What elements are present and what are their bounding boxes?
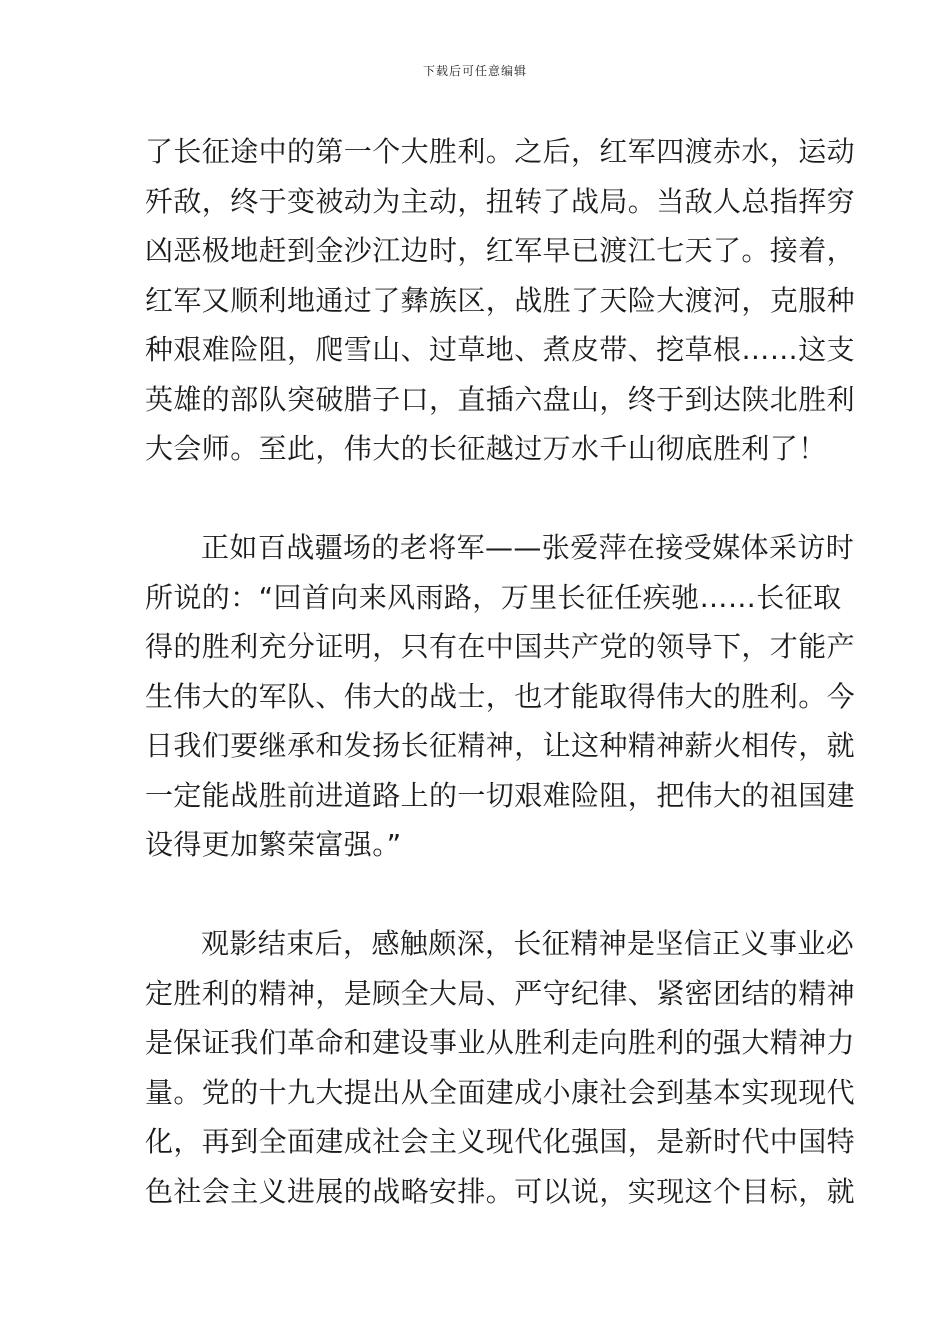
text-line: 观影结束后，感触颇深，长征精神是坚信正义事业必: [201, 927, 855, 960]
text-line: 日我们要继承和发扬长征精神，让这种精神薪火相传，就: [145, 729, 856, 762]
text-line: 种艰难险阻，爬雪山、过草地、煮皮带、挖草根……这支: [145, 333, 856, 366]
text-line: 所说的：“回首向来风雨路，万里长征任疾驰……长征取: [145, 580, 842, 614]
paragraph-2: [145, 523, 856, 870]
paragraph-1: [145, 127, 856, 474]
page-header: 下载后可任意编辑: [422, 64, 527, 78]
text-line: 正如百战疆场的老将军——张爱萍在接受媒体采访时: [201, 531, 855, 564]
text-line: 色社会主义进展的战略安排。可以说，实现这个目标，就: [145, 1174, 856, 1208]
text-line: 设得更加繁荣富强。”: [145, 828, 402, 861]
text-line: 化，再到全面建成社会主义现代化强国，是新时代中国特: [145, 1125, 856, 1158]
document-body: [145, 127, 856, 1216]
text-line: 定胜利的精神，是顾全大局、严守纪律、紧密团结的精神: [145, 976, 856, 1010]
text-line: 大会师。至此，伟大的长征越过万水千山彻底胜利了！: [145, 432, 827, 465]
text-line: 一定能战胜前进道路上的一切艰难险阻，把伟大的祖国建: [145, 778, 856, 812]
text-line: 凶恶极地赶到金沙江边时，红军早已渡江七天了。接着，: [145, 234, 856, 267]
paragraph-3: [145, 919, 856, 1216]
text-line: 了长征途中的第一个大胜利。之后，红军四渡赤水，运动: [145, 135, 856, 168]
text-line: 生伟大的军队、伟大的战士，也才能取得伟大的胜利。今: [145, 679, 856, 713]
paragraph-gap: [145, 870, 810, 920]
paragraph-gap: [145, 474, 810, 524]
text-line: 英雄的部队突破腊子口，直插六盘山，终于到达陕北胜利: [145, 382, 856, 416]
text-line: 红军又顺利地通过了彝族区，战胜了天险大渡河，克服种: [145, 283, 856, 317]
text-line: 歼敌，终于变被动为主动，扭转了战局。当敌人总指挥穷: [145, 184, 856, 218]
text-line: 量。党的十九大提出从全面建成小康社会到基本实现现代: [145, 1075, 856, 1109]
text-line: 是保证我们革命和建设事业从胜利走向胜利的强大精神力: [145, 1026, 856, 1059]
text-line: 得的胜利充分证明，只有在中国共产党的领导下，才能产: [145, 630, 856, 663]
